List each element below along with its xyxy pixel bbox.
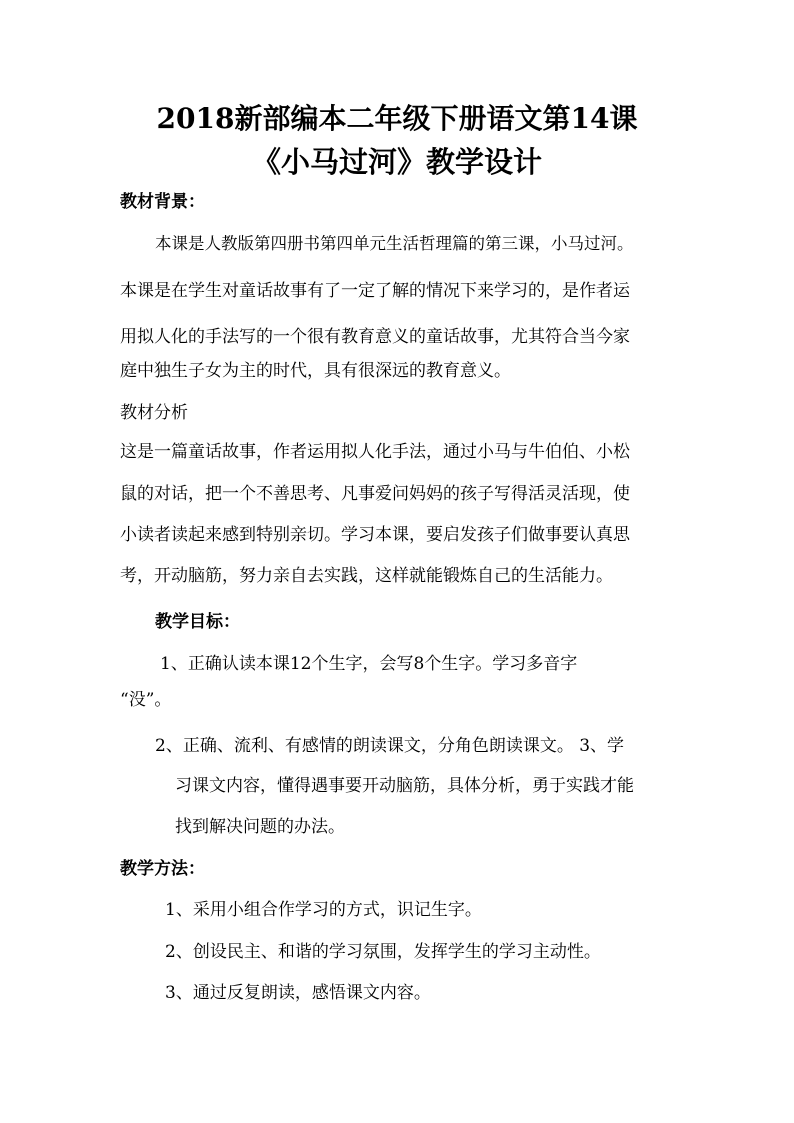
section-heading-analysis: 教材分析 [120,403,188,423]
methods-line-2: 2、创设民主、和谐的学习氛围，发挥学生的学习主动性。 [165,942,601,962]
goals-line-5: 找到解决问题的办法。 [175,817,345,837]
analysis-line-4: 考，开动脑筋，努力亲自去实践，这样就能锻炼自己的生活能力。 [120,566,613,586]
analysis-line-3: 小读者读起来感到特别亲切。学习本课，要启发孩子们做事要认真思 [120,525,630,545]
goals-line-3: 2、正确、流利、有感情的朗读课文，分角色朗读课文。 3、学 [155,736,625,756]
background-line-4: 庭中独生子女为主的时代，具有很深远的教育意义。 [120,361,511,381]
background-line-3: 用拟人化的手法写的一个很有教育意义的童话故事，尤其符合当今家 [120,327,630,347]
analysis-line-2: 鼠的对话，把一个不善思考、凡事爱问妈妈的孩子写得活灵活现，使 [120,484,630,504]
goals-line-4: 习课文内容，懂得遇事要开动脑筋，具体分析，勇于实践才能 [175,776,634,796]
document-title-line-1: 2018新部编本二年级下册语文第14课 [156,102,638,135]
goals-line-2: “没”。 [120,690,172,710]
analysis-line-1: 这是一篇童话故事，作者运用拟人化手法，通过小马与牛伯伯、小松 [120,442,630,462]
background-line-2: 本课是在学生对童话故事有了一定了解的情况下来学习的，是作者运 [120,281,630,301]
methods-line-1: 1、采用小组合作学习的方式，识记生字。 [165,900,482,920]
document-title-line-2: 《小马过河》教学设计 [251,145,542,179]
section-heading-background: 教材背景： [120,192,205,212]
methods-line-3: 3、通过反复朗读，感悟课文内容。 [165,983,431,1003]
goals-line-1: 1、正确认读本课12个生字，会写8个生字。学习多音字 [160,654,578,674]
section-heading-goals: 教学目标： [155,612,240,632]
background-line-1: 本课是人教版第四册书第四单元生活哲理篇的第三课，小马过河。 [155,234,634,253]
section-heading-methods: 教学方法： [120,859,205,879]
